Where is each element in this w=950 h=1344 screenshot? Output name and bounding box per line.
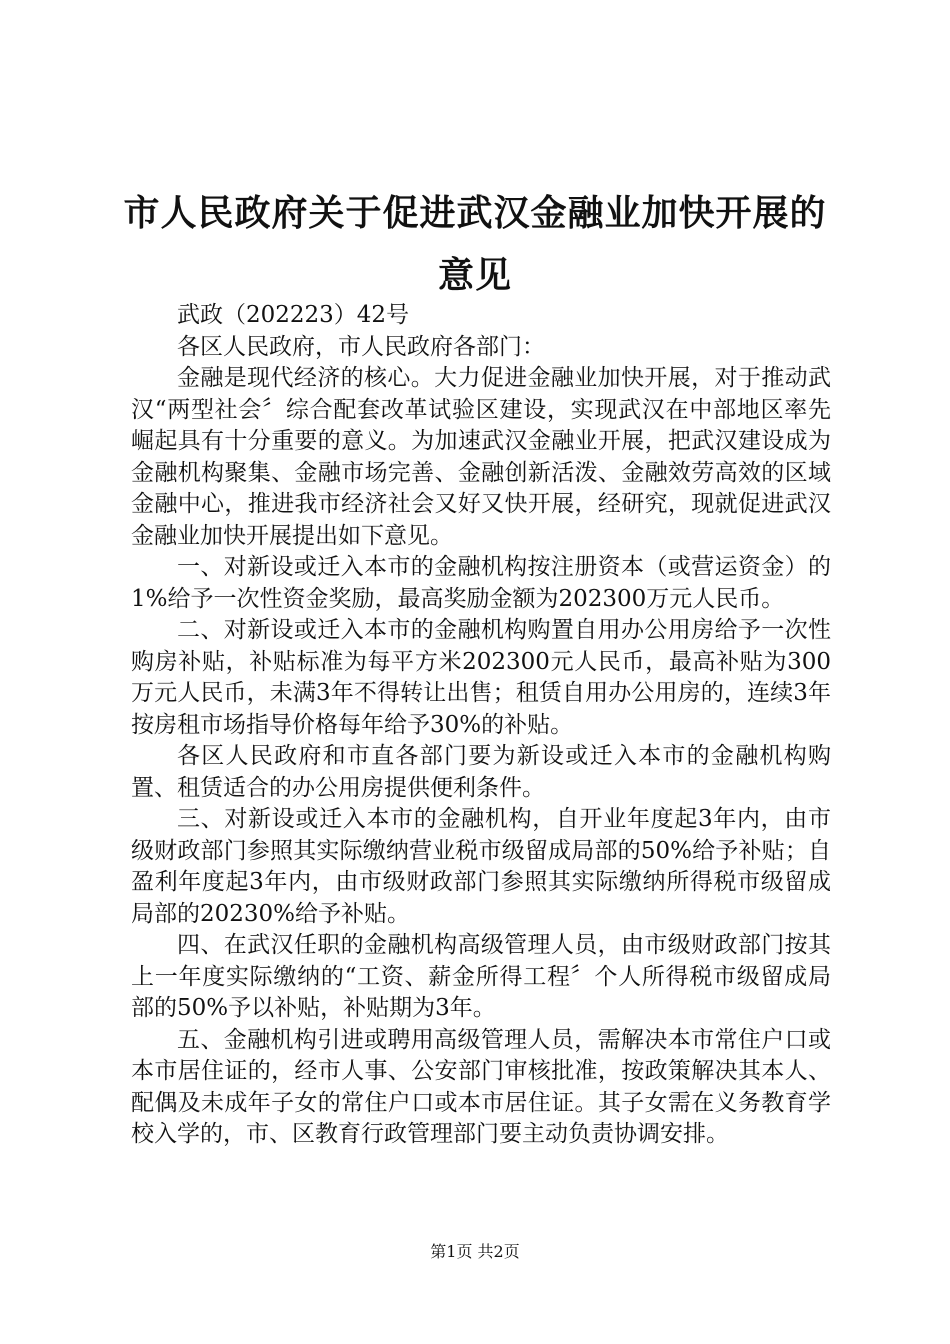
paragraph-item-2-note: 各区人民政府和市直各部门要为新设或迁入本市的金融机构购置、租赁适合的办公用房提供便利条件。 — [131, 743, 831, 801]
document-title: 市人民政府关于促进武汉金融业加快开展的意见 — [123, 192, 827, 296]
paragraph-item-5: 五、金融机构引进或聘用高级管理人员，需解决本市常住户口或本市居住证的，经市人事、公安部门审核批准，按政策解决其本人、配偶及未成年子女的常住户口或本市居住证。其子女需在义务教育学校入学的，市、区教育行政管理部门要主动负责协调安排。 — [131, 1026, 831, 1147]
page-footer: 第1页 共2页 — [430, 1242, 520, 1261]
paragraph-item-3: 三、对新设或迁入本市的金融机构，自开业年度起3年内，由市级财政部门参照其实际缴纳营业税市级留成局部的50%给予补贴；自盈利年度起3年内，由市级财政部门参照其实际缴纳所得税市级留成局部的20230%给予补贴。 — [131, 806, 831, 927]
paragraph-item-4: 四、在武汉任职的金融机构高级管理人员，由市级财政部门按其上一年度实际缴纳的“工资、薪金所得工程〞个人所得税市级留成局部的50%予以补贴，补贴期为3年。 — [131, 932, 831, 1021]
paragraph-intro: 金融是现代经济的核心。大力促进金融业加快开展，对于推动武汉“两型社会〞综合配套改革试验区建设，实现武汉在中部地区率先崛起具有十分重要的意义。为加速武汉金融业开展，把武汉建设成为金融机构聚集、金融市场完善、金融创新活泼、金融效劳高效的区域金融中心，推进我市经济社会又好又快开展，经研究，现就促进武汉金融业加快开展提出如下意见。 — [131, 365, 831, 549]
recipients-line: 各区人民政府，市人民政府各部门： — [177, 333, 545, 360]
paragraph-item-1: 一、对新设或迁入本市的金融机构按注册资本（或营运资金）的1%给予一次性资金奖励，最高奖励金额为202300万元人民币。 — [131, 554, 831, 612]
paragraph-item-2: 二、对新设或迁入本市的金融机构购置自用办公用房给予一次性购房补贴，补贴标准为每平方米202300元人民币，最高补贴为300万元人民币，未满3年不得转让出售；租赁自用办公用房的，连续3年按房租市场指导价格每年给予30%的补贴。 — [131, 617, 831, 738]
document-body — [131, 300, 831, 1151]
doc-number: 武政（202223）42号 — [177, 302, 410, 328]
